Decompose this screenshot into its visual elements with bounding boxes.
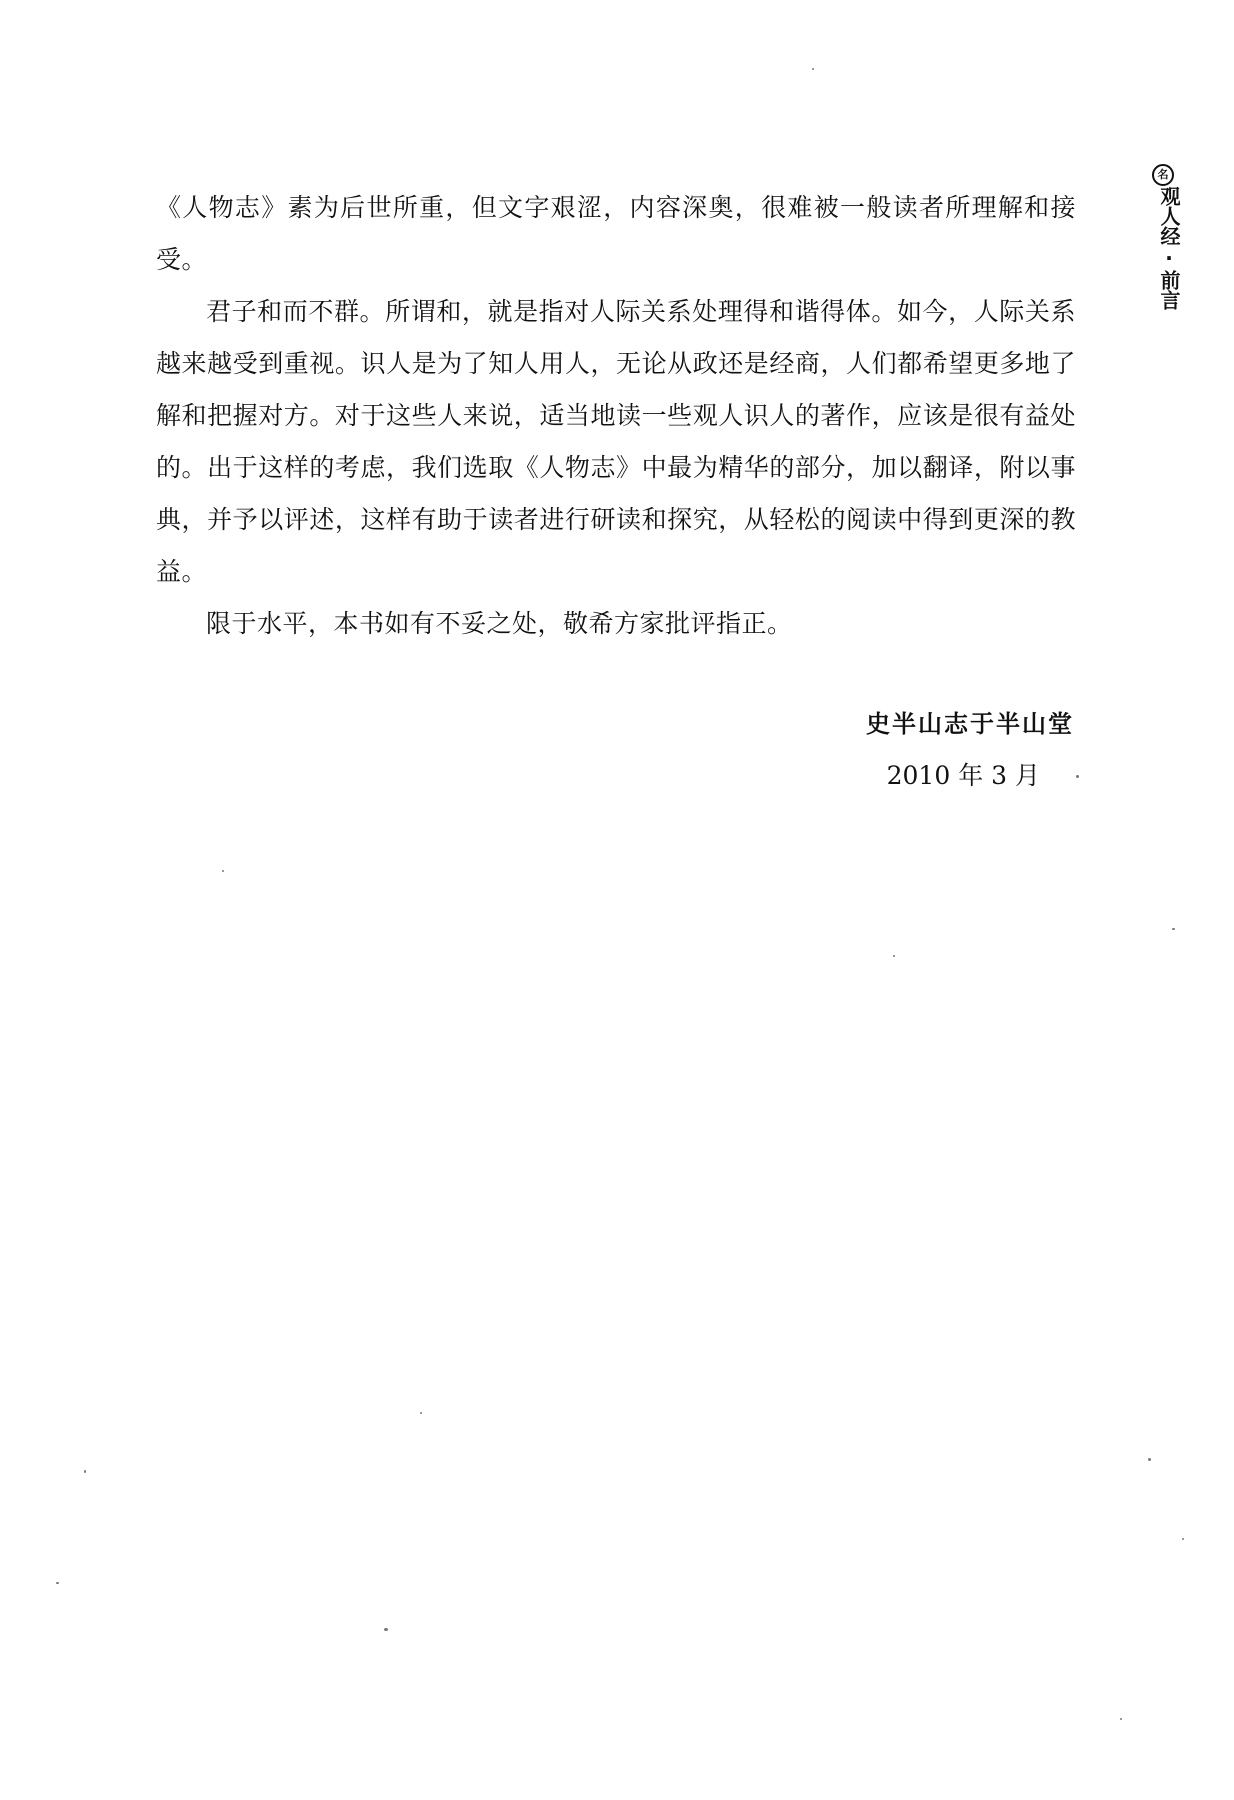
scan-speck bbox=[222, 870, 224, 872]
scan-speck bbox=[1120, 1718, 1122, 1720]
paragraph-2: 君子和而不群。所谓和，就是指对人际关系处理得和谐得体。如今，人际关系越来越受到重视。识人是为了知人用人，无论从政还是经商，人们都希望更多地了解和把握对方。对于这些人来说，适当地读一些观人识人的著作，应该是很有益处的。出于这样的考虑，我们选取《人物志》中最为精华的部分，加以翻译，附以事典，并予以评述，这样有助于读者进行研读和探究，从轻松的阅读中得到更深的教益。 bbox=[156, 297, 1076, 586]
scan-speck bbox=[1148, 1458, 1151, 1461]
author-signature: 史半山志于半山堂 bbox=[866, 710, 1074, 738]
paragraph-3: 限于水平，本书如有不妥之处，敬希方家批评指正。 bbox=[206, 609, 793, 638]
scan-speck bbox=[812, 68, 814, 70]
paragraph-1: 《人物志》素为后世所重，但文字艰涩，内容深奥，很难被一般读者所理解和接受。 bbox=[156, 193, 1076, 274]
preface-body bbox=[156, 182, 1076, 650]
scan-speck bbox=[384, 1628, 388, 1631]
running-title: 观人经·前言 bbox=[1157, 186, 1181, 310]
scan-speck bbox=[56, 1582, 59, 1584]
signature-block bbox=[714, 698, 1074, 802]
signature-date: 2010 年 3 月 bbox=[886, 761, 1040, 790]
scan-speck bbox=[420, 1412, 422, 1414]
series-logo-icon: 名 bbox=[1152, 164, 1174, 186]
scan-speck bbox=[1076, 775, 1079, 778]
scan-speck bbox=[893, 955, 895, 957]
scan-speck bbox=[84, 1470, 86, 1473]
scan-speck bbox=[1172, 928, 1175, 930]
scan-speck bbox=[1182, 1538, 1184, 1540]
